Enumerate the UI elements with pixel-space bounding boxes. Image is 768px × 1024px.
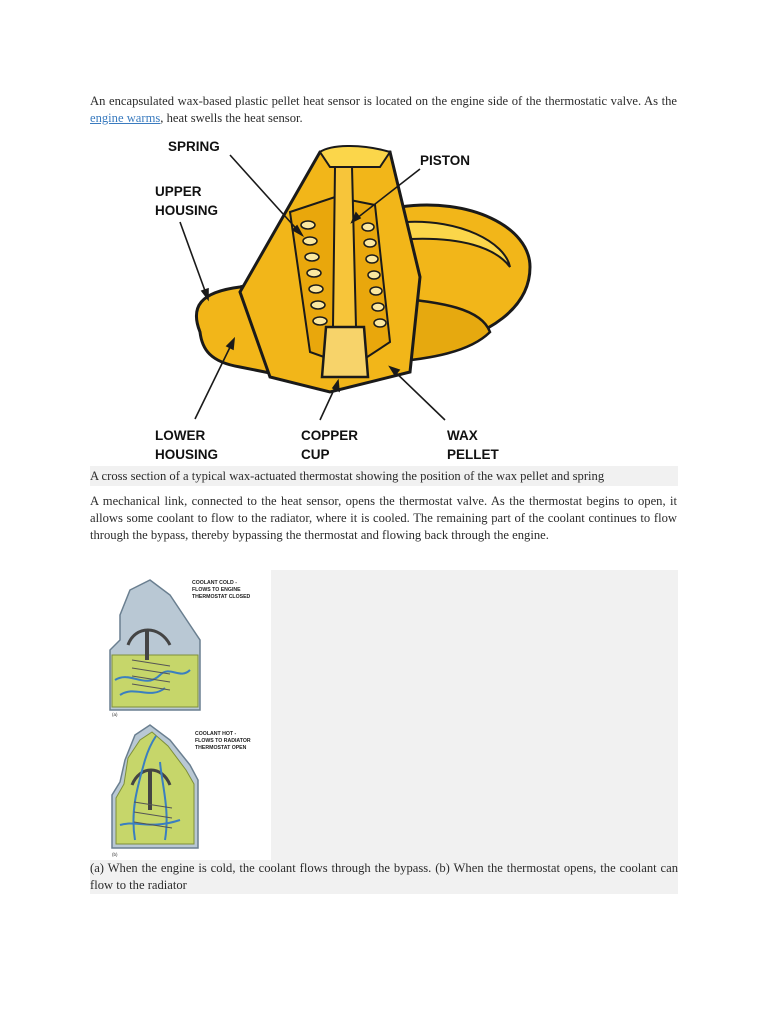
label-lower-housing-1: LOWER xyxy=(155,428,206,443)
panel-b-hot xyxy=(112,725,251,857)
copper-cup xyxy=(322,327,368,377)
label-piston: PISTON xyxy=(420,153,471,168)
panel-a-label-line3: THERMOSTAT CLOSED xyxy=(192,594,251,600)
thermostat-cross-section-figure xyxy=(90,127,678,467)
label-upper-housing-2: HOUSING xyxy=(155,203,219,218)
label-copper-cup-1: COPPER xyxy=(301,428,359,443)
panel-b-tag: (b) xyxy=(112,852,118,857)
intro-paragraph xyxy=(90,93,677,127)
panel-a-cold xyxy=(110,580,251,717)
label-spring: SPRING xyxy=(168,139,220,154)
piston xyxy=(333,167,356,327)
mechanical-link-paragraph: A mechanical link, connected to the heat sensor, opens the thermostat valve. As the thermostat begins to open, it allows some coolant to flow to the radiator, where it is cooled. The remaining part of the coolant continues to flow through the bypass, thereby bypassing the thermostat and flowing back through the engine. xyxy=(90,494,677,542)
housing-top xyxy=(320,146,390,167)
panel-a-tag: (a) xyxy=(112,712,118,717)
figure2-side-panel xyxy=(271,570,678,860)
thermostat-cross-section-drawing xyxy=(90,127,580,467)
label-wax-pellet-2: PELLET xyxy=(447,447,499,462)
engine-warms-link[interactable]: engine warms xyxy=(90,111,161,125)
panel-a-label-line1: COOLANT COLD - xyxy=(192,580,237,586)
intro-text-after: , heat swells the heat sensor. xyxy=(160,111,303,125)
panel-a-label-line2: FLOWS TO ENGINE xyxy=(192,587,241,593)
label-wax-pellet-1: WAX xyxy=(447,428,478,443)
coolant-flow-drawing xyxy=(90,570,271,860)
coolant-flow-figure xyxy=(90,570,271,860)
label-copper-cup-2: CUP xyxy=(301,447,330,462)
intro-text-before: An encapsulated wax-based plastic pellet heat sensor is located on the engine side of the thermostatic valve. As the xyxy=(90,94,677,108)
label-upper-housing-1: UPPER xyxy=(155,184,202,199)
label-lower-housing-2: HOUSING xyxy=(155,447,219,462)
figure2-caption: (a) When the engine is cold, the coolant flows through the bypass. (b) When the thermostat opens, the coolant can flow to the radiator xyxy=(90,861,678,892)
panel-b-label-line2: FLOWS TO RADIATOR xyxy=(195,738,251,744)
figure1-caption: A cross section of a typical wax-actuated thermostat showing the position of the wax pellet and spring xyxy=(90,466,678,486)
panel-b-label-line3: THERMOSTAT OPEN xyxy=(195,745,247,751)
panel-b-label-line1: COOLANT HOT - xyxy=(195,731,237,737)
